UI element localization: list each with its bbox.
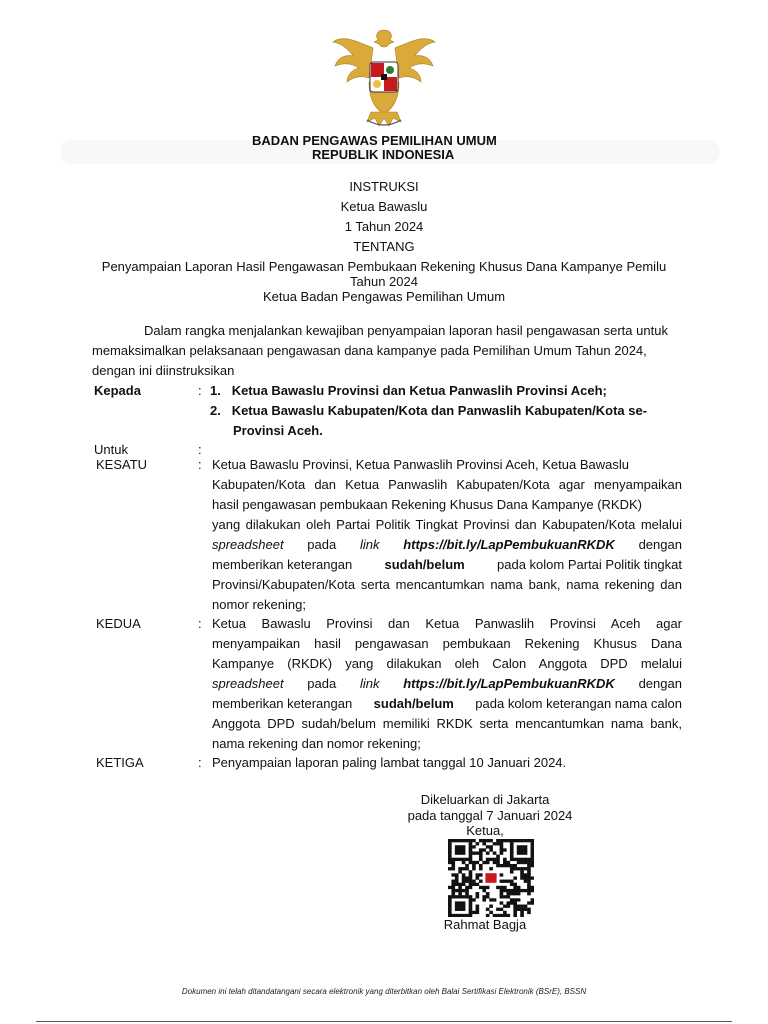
garuda-emblem-icon bbox=[329, 22, 439, 132]
intro-line: memaksimalkan pelaksanaan pengawasan dana kampanye pada Pemilihan Umum Tahun 2024, bbox=[92, 343, 647, 358]
text-line: Kabupaten/Kota dan Ketua Panwaslih Kabupaten/Kota agar menyampaikan bbox=[212, 477, 682, 492]
kepada-item-2-cont: Provinsi Aceh. bbox=[233, 423, 323, 438]
kepada-colon: : bbox=[198, 383, 202, 398]
issued-date: pada tanggal 7 Januari 2024 bbox=[407, 808, 573, 823]
issued-place: Dikeluarkan di Jakarta bbox=[420, 792, 550, 807]
kepada-item-2: 2. Ketua Bawaslu Kabupaten/Kota dan Panwaslih Kabupaten/Kota se- bbox=[210, 403, 648, 418]
signer-name: Rahmat Bagja bbox=[443, 917, 527, 932]
country-name: REPUBLIK INDONESIA bbox=[312, 147, 455, 162]
kesatu-colon: : bbox=[198, 457, 202, 472]
text-line: yang dilakukan oleh Partai Politik Tingkat Provinsi dan Kabupaten/Kota melalui bbox=[212, 517, 682, 532]
agency-name: BADAN PENGAWAS PEMILIHAN UMUM bbox=[252, 133, 497, 148]
ketiga-colon: : bbox=[198, 755, 202, 770]
text-line: Kampanye (RKDK) yang dilakukan oleh Calon Anggota DPD melalui bbox=[212, 656, 682, 671]
document-subject bbox=[80, 259, 688, 304]
kepada-label: Kepada bbox=[94, 383, 141, 398]
text-line: menyampaikan hasil pengawasan pembukaan Rekening Khusus Dana bbox=[212, 636, 682, 651]
intro-line: dengan ini diinstruksikan bbox=[92, 363, 235, 378]
document-type: INSTRUKSI bbox=[349, 179, 419, 194]
spreadsheet-link[interactable]: https://bit.ly/LapPembukuanRKDK bbox=[403, 676, 615, 691]
subject-line: Penyampaian Laporan Hasil Pengawasan Pembukaan Rekening Khusus Dana Kampanye Pemilu bbox=[101, 259, 667, 274]
ketiga-label: KETIGA bbox=[96, 755, 144, 770]
text-line: Provinsi/Kabupaten/Kota serta mencantumkan nama bank, nama rekening dan bbox=[212, 577, 682, 592]
qr-code-icon[interactable] bbox=[448, 839, 534, 917]
text-line: memberikan keterangan sudah/belum pada kolom Partai Politik tingkat bbox=[212, 557, 682, 572]
kedua-content bbox=[212, 614, 682, 754]
text-line: spreadsheet pada link https://bit.ly/LapPembukuanRKDK dengan bbox=[212, 535, 682, 555]
text-line: hasil pengawasan pembukaan Rekening Khusus Dana Kampanye (RKDK) bbox=[212, 497, 642, 512]
kesatu-content bbox=[212, 455, 682, 615]
kepada-item-1: 1. Ketua Bawaslu Provinsi dan Ketua Panwaslih Provinsi Aceh; bbox=[210, 383, 607, 398]
subject-line: Tahun 2024 bbox=[350, 274, 418, 289]
intro-paragraph bbox=[92, 321, 682, 381]
text-line: spreadsheet pada link https://bit.ly/LapPembukuanRKDK dengan bbox=[212, 674, 682, 694]
about-label: TENTANG bbox=[353, 239, 415, 254]
text-line: nomor rekening; bbox=[212, 597, 306, 612]
document-issuer: Ketua Bawaslu bbox=[340, 199, 428, 214]
text-line: Anggota DPD sudah/belum memiliki RKDK serta mencantumkan nama bank, bbox=[212, 716, 682, 731]
divider bbox=[36, 1021, 732, 1022]
text-line: nama rekening dan nomor rekening; bbox=[212, 736, 421, 751]
untuk-label: Untuk bbox=[94, 442, 128, 457]
subject-line: Ketua Badan Pengawas Pemilihan Umum bbox=[262, 289, 506, 304]
kedua-colon: : bbox=[198, 616, 202, 631]
text-line: memberikan keterangan sudah/belum pada kolom keterangan nama calon bbox=[212, 696, 682, 711]
ketiga-content: Penyampaian laporan paling lambat tanggal 10 Januari 2024. bbox=[212, 755, 567, 770]
e-signature-note: Dokumen ini telah ditandatangani secara elektronik yang diterbitkan oleh Balai Sertifikasi Elektronik (BSrE), BSSN bbox=[181, 987, 587, 996]
document-number: 1 Tahun 2024 bbox=[344, 219, 424, 234]
spreadsheet-link[interactable]: https://bit.ly/LapPembukuanRKDK bbox=[403, 537, 615, 552]
kedua-label: KEDUA bbox=[96, 616, 141, 631]
text-line: Ketua Bawaslu Provinsi dan Ketua Panwaslih Provinsi Aceh agar bbox=[212, 616, 682, 631]
text-line: Ketua Bawaslu Provinsi, Ketua Panwaslih Provinsi Aceh, Ketua Bawaslu bbox=[212, 457, 629, 472]
untuk-colon: : bbox=[198, 442, 202, 457]
bawaslu-logo-icon bbox=[485, 873, 496, 883]
intro-line: Dalam rangka menjalankan kewajiban penyampaian laporan hasil pengawasan serta untuk bbox=[144, 323, 668, 338]
signer-role: Ketua, bbox=[466, 823, 504, 838]
kesatu-label: KESATU bbox=[96, 457, 148, 472]
